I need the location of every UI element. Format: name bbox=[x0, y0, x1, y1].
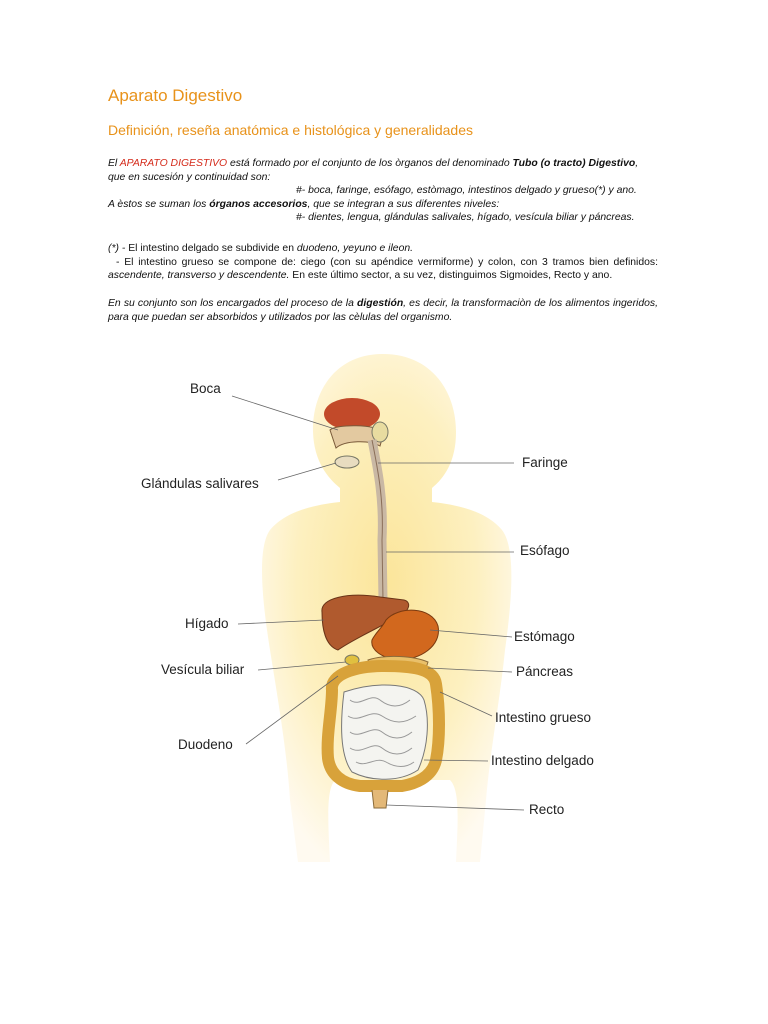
digestion-term: digestión bbox=[356, 298, 404, 309]
salivary-gland bbox=[335, 456, 359, 468]
label-pancreas: Páncreas bbox=[516, 664, 574, 679]
summary-text: En su conjunto son los encargados del proceso de la bbox=[108, 298, 357, 309]
page-title: Aparato Digestivo bbox=[108, 86, 243, 105]
intro-line-2: que en sucesión y continuidad son: bbox=[108, 171, 271, 183]
leader-line-recto bbox=[386, 805, 524, 810]
label-esofago: Esófago bbox=[520, 543, 570, 558]
label-faringe: Faringe bbox=[522, 455, 568, 470]
label-intestino-grueso: Intestino grueso bbox=[495, 710, 592, 725]
intro-text: está formado por el conjunto de los òrganos del denominado bbox=[227, 158, 513, 169]
label-boca: Boca bbox=[190, 381, 221, 396]
label-recto: Recto bbox=[529, 802, 565, 817]
label-intestino-delgado: Intestino delgado bbox=[491, 753, 594, 768]
aparato-digestivo-highlight: APARATO DIGESTIVO bbox=[119, 158, 228, 169]
summary-text: , es decir, la transformaciòn de los alimentos ingeridos, para que puedan ser absorbidos y utilizados por las cèlulas del organismo. bbox=[108, 298, 658, 323]
page-subtitle: Definición, reseña anatómica e histológica y generalidades bbox=[108, 122, 473, 138]
label-estomago: Estómago bbox=[514, 629, 575, 644]
note-text: - El intestino grueso se compone de: ciego (con su apéndice vermiforme) y colon, con 3 tramos bien definidos: bbox=[116, 256, 658, 268]
note-text: El intestino delgado se subdivide en bbox=[128, 243, 297, 254]
accessory-list: #- dientes, lengua, glándulas salivales, hígado, vesícula biliar y páncreas. bbox=[296, 212, 635, 223]
nasal-cavity bbox=[324, 398, 380, 430]
intro-text: A èstos se suman los bbox=[108, 198, 210, 210]
label-higado: Hígado bbox=[185, 616, 229, 631]
label-glandulas-salivares: Glándulas salivares bbox=[141, 476, 259, 491]
rectum bbox=[372, 790, 388, 808]
tubo-digestivo-term: Tubo (o tracto) Digestivo bbox=[512, 158, 636, 169]
note-terms: ascendente, transverso y descendente. bbox=[108, 270, 290, 281]
note-text: En este último sector, a su vez, distinguimos Sigmoides, Recto y ano. bbox=[289, 270, 613, 281]
salivary-gland bbox=[372, 422, 388, 442]
organos-accesorios-term: órganos accesorios bbox=[209, 198, 308, 210]
intro-text: , que se integran a sus diferentes niveles: bbox=[307, 198, 500, 210]
label-duodeno: Duodeno bbox=[178, 737, 233, 752]
label-vesicula-biliar: Vesícula biliar bbox=[161, 662, 245, 677]
small-intestine bbox=[342, 685, 428, 779]
intro-text: , bbox=[635, 158, 639, 169]
organ-list: #- boca, faringe, esófago, estòmago, intestinos delgado y grueso(*) y ano. bbox=[296, 185, 637, 196]
note-terms: duodeno, yeyuno e ileon. bbox=[296, 243, 414, 254]
note-marker: (*) - bbox=[108, 243, 129, 254]
intro-text: El bbox=[108, 158, 120, 169]
